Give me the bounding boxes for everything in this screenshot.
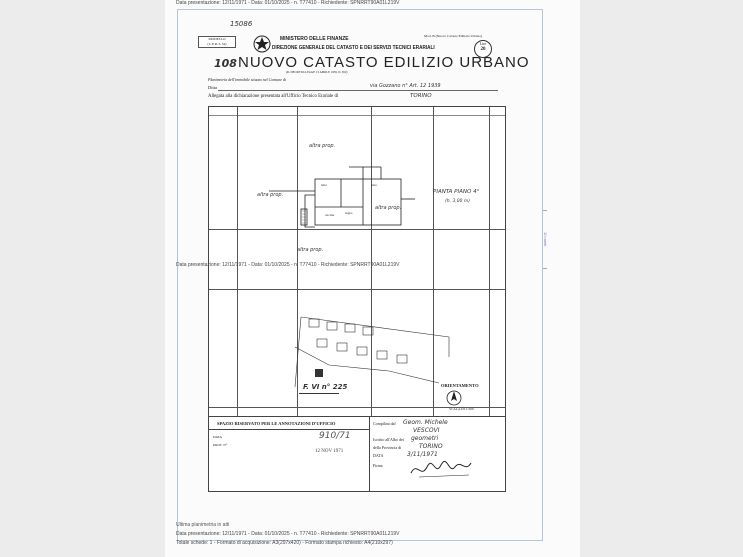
totals-line: Totale schede: 1 - Formato di acquisizione: A3(297x420) - Formato stampa richiesto: A4(210x297) [176,540,393,546]
via-label: Ditta [208,85,217,90]
prot-label: PROT. N° [213,443,228,447]
plot-marker [315,369,323,377]
scale-label: SCALA DI 1:200 [449,407,474,411]
compiled-by-label: Compilata dal [373,421,396,426]
divider [209,429,369,430]
via-value: via Gozzano n° Art. 12 1939 [370,83,441,89]
office-annotations [209,417,370,491]
scale-tick [543,268,547,269]
room-label: letto [371,183,378,187]
signature-label: Firma [373,463,383,468]
compiler-surname: VESCOVI [413,427,440,434]
scale-tick [543,210,547,211]
model-label: MODELLO [208,37,226,41]
room-label: bagno [345,211,353,215]
orientation-label: ORIENTAMENTO [441,383,479,388]
height-label: (h. 3,00 m) [445,199,471,204]
mod-reference: Mod. B (Nuovo Catasto Edilizio Urbano) [424,34,483,38]
attached-label: Allegata alla dichiarazione presentata all'Ufficio Tecnico Erariale di [208,94,339,99]
floor-plan-drawing [209,107,505,407]
lire-value: 20 [480,47,486,52]
hand-number-top: 15086 [230,20,253,28]
compiler-section [371,419,503,489]
data-label: DATA [213,435,223,439]
compiler-name: Geom. Michele [403,419,448,426]
footer-metadata-line: Data presentazione: 12/11/1971 - Data: 01/10/2025 - n. T77410 - Richiedente: SPNRRT90A01L219V [176,531,400,537]
office-city: TORINO [410,93,432,99]
label-other-d: altra prop. [297,247,324,253]
stamp-date: 12 NOV 1971 [315,449,344,454]
side-scale-label: 10 metri [543,232,548,247]
direction-label: DIREZIONE GENERALE DEL CATASTO E DEI SERVIZI TECNICI ERARIALI [272,45,435,51]
label-other-b: altra prop. [257,192,284,198]
sheet-label: F. VI n° 225 [303,383,348,391]
header-metadata-line: Data presentazione: 12/11/1971 - Data: 01/10/2025 - n. T77410 - Richiedente: SPNRRT90A01L219V [176,0,400,6]
floor-plan-area [208,106,506,442]
hand-number-left: 108 [214,57,237,70]
province-label: della Provincia di [373,445,402,450]
province-value: TORINO [419,443,443,450]
sheet-underline [299,393,339,394]
catasto-form [190,20,530,498]
form-title: NUOVO CATASTO EDILIZIO URBANO [238,54,530,71]
ministry-label: MINISTERO DELLE FINANZE [280,36,349,42]
reserved-label: SPAZIO RISERVATO PER LE ANNOTAZIONI D'UFFICIO [217,421,336,426]
room-label: cucina [325,213,335,217]
office-section [208,416,506,492]
model-sub: (C.E.R.T. 34) [207,41,227,46]
stamp-number: 910/71 [319,431,351,441]
label-other-c: altra prop. [375,205,402,211]
registered-label: Iscritto all'Albo dei [373,437,404,442]
model-box [198,36,236,48]
lire-label: Lire [479,41,487,46]
mid-metadata-line: Data presentazione: 12/11/1971 - Data: 01/10/2025 - n. T77410 - Richiedente: SPNRRT90A01L219V [176,262,400,268]
date-value: 3/11/1971 [407,451,438,458]
signature-drawing [409,457,479,481]
room-label: letto [321,183,328,187]
north-arrow-icon [441,389,467,407]
label-other-a: altra prop. [309,143,336,149]
last-plan-label: Ultima planimetria in atti [176,522,230,528]
plan-of-label: Planimetria dell'immobile situato nel Comune di [208,77,287,82]
via-underline [218,90,498,91]
profession-value: geometri [411,435,439,442]
decree-label: (R. DECRETO-LEGGE 13 APRILE 1939, N. 652) [286,70,348,74]
state-emblem-icon [252,34,272,54]
floor-label: PIANTA PIANO 4° [433,189,480,195]
date-label: DATA [373,453,384,458]
